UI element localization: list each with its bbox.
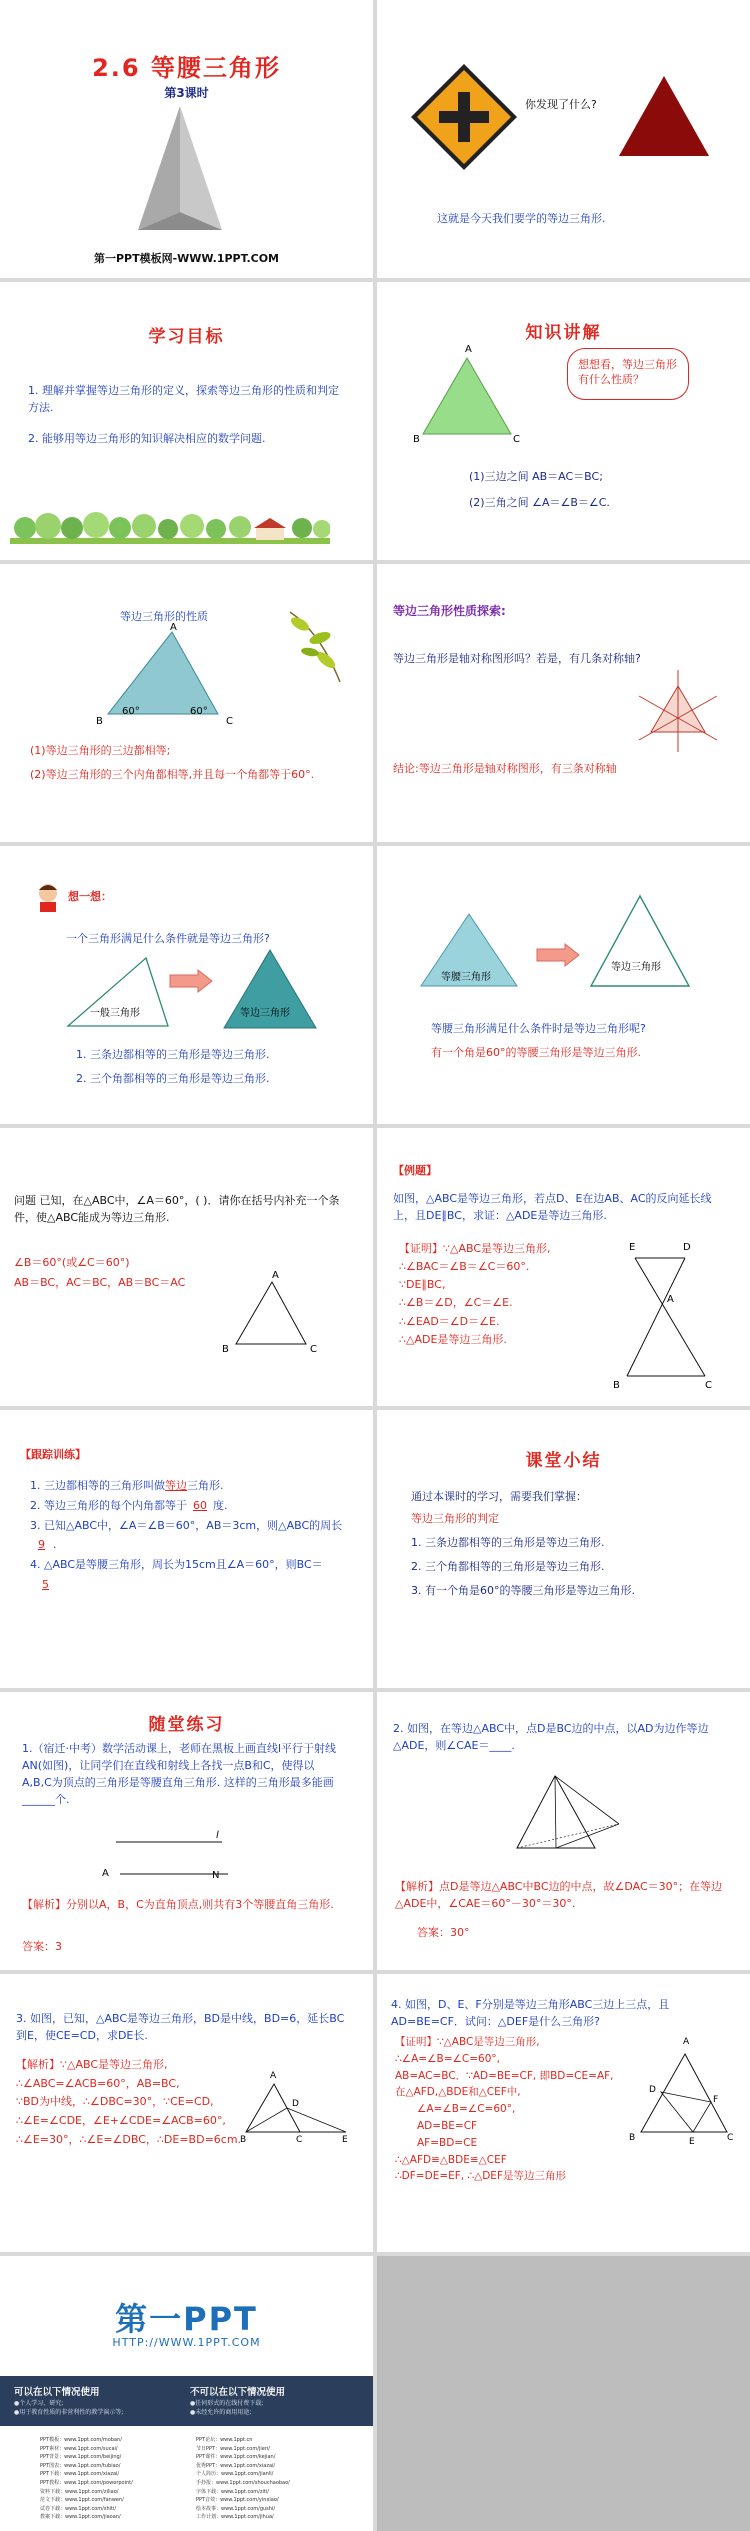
explore-question: 等边三角形是轴对称图形吗？若是，有几条对称轴? bbox=[393, 652, 641, 665]
knowledge-heading: 知识讲解 bbox=[525, 323, 602, 343]
label-b: B bbox=[222, 1344, 229, 1355]
goals-heading: 学习目标 bbox=[148, 327, 225, 347]
link[interactable]: 个人简历：www.1ppt.com/jianli/ bbox=[196, 2471, 274, 2478]
slide-12[interactable] bbox=[377, 1410, 750, 1688]
equilateral-triangle-figure bbox=[585, 892, 695, 992]
can-use-2: ●用于教育性质的非营利性的教学演示等; bbox=[14, 2409, 124, 2416]
slide-8[interactable] bbox=[377, 846, 750, 1124]
link[interactable]: 节日PPT：www.1ppt.com/jieri/ bbox=[196, 2445, 270, 2452]
link[interactable]: PPT素材：www.1ppt.com/sucai/ bbox=[40, 2445, 118, 2452]
link[interactable]: PPT教程：www.1ppt.com/powerpoint/ bbox=[40, 2479, 133, 2486]
link[interactable]: PPT论坛：www.1ppt.cn bbox=[196, 2437, 253, 2443]
proof-block bbox=[395, 2034, 635, 2185]
equilateral-label: 等边三角形 bbox=[240, 1008, 290, 1019]
brand-logo: 第一PPT bbox=[115, 2300, 258, 2338]
property-line-1: (1)三边之间 AB＝AC＝BC; bbox=[469, 470, 603, 483]
cannot-use-title: 不可以在以下情况使用 bbox=[190, 2387, 286, 2398]
answer-line-1: ∠B＝60°(或∠C＝60°) bbox=[14, 1256, 130, 1269]
slide-11[interactable] bbox=[0, 1410, 373, 1688]
label-n: N bbox=[212, 1870, 220, 1881]
proof-line: ∴△AFD≌△BDE≌△CEF bbox=[395, 2153, 507, 2166]
link[interactable]: PPT音效：www.1ppt.com/yinxiao/ bbox=[196, 2497, 279, 2504]
label-c: C bbox=[705, 1380, 712, 1391]
empty-slot bbox=[377, 2256, 750, 2531]
solution-line: 【解析】∵△ABC是等边三角形, bbox=[16, 2058, 168, 2071]
exercise-analysis: 【解析】分别以A，B，C为直角顶点,则共有3个等腰直角三角形. bbox=[22, 1898, 334, 1911]
example-problem: 如图，△ABC是等边三角形，若点D、E在边AB、AC的反向延长线上，且DE∥BC，求证：△ADE是等边三角形. bbox=[393, 1192, 712, 1223]
link[interactable]: 字体下载：www.1ppt.com/ziti/ bbox=[196, 2488, 269, 2495]
condition-item-1: 1. 三条边都相等的三角形是等边三角形. bbox=[76, 1048, 270, 1061]
trees-decoration bbox=[10, 504, 330, 544]
solution-line: ∴∠ABC=∠ACB=60°，AB=BC, bbox=[16, 2076, 180, 2090]
student-avatar bbox=[34, 882, 62, 912]
link[interactable]: PPT下载：www.1ppt.com/xiazai/ bbox=[40, 2471, 120, 2478]
label-a: A bbox=[272, 1270, 279, 1281]
practice-list bbox=[30, 1476, 350, 1595]
thought-bubble bbox=[567, 348, 689, 400]
think-label: 想一想： bbox=[68, 890, 112, 903]
link[interactable]: 试卷下载：www.1ppt.com/shiti/ bbox=[40, 2505, 117, 2512]
link[interactable]: PPT模板：www.1ppt.com/moban/ bbox=[40, 2437, 122, 2443]
logo-area bbox=[0, 2256, 373, 2376]
practice-item-3: 3. 已知△ABC中，∠A＝∠B＝60°，AB＝3cm，则△ABC的周长9 . bbox=[30, 1518, 343, 1552]
label-b: B bbox=[413, 434, 420, 445]
links-area bbox=[0, 2426, 373, 2531]
label-c: C bbox=[226, 716, 233, 727]
answer-blank: 5 bbox=[42, 1577, 49, 1591]
label-a: A bbox=[667, 1294, 674, 1305]
practice-item-1: 1. 三边都相等的三角形叫做等边三角形. bbox=[30, 1479, 224, 1492]
label-a: A bbox=[170, 622, 177, 633]
proof-line: AF=BD=CE bbox=[417, 2136, 478, 2149]
link[interactable]: 资料下载：www.1ppt.com/ziliao/ bbox=[40, 2488, 119, 2495]
proof-line: ∴DF=DE=EF, ∴△DEF是等边三角形 bbox=[395, 2170, 566, 2183]
summary-item-1: 1. 三条边都相等的三角形是等边三角形. bbox=[411, 1536, 605, 1549]
label-e: E bbox=[342, 2135, 348, 2145]
label-l: l bbox=[216, 1830, 219, 1841]
label-e: E bbox=[629, 1242, 636, 1253]
leaves-decoration bbox=[280, 602, 350, 692]
slide-17[interactable] bbox=[0, 2256, 373, 2531]
link[interactable]: 范文下载：www.1ppt.com/fanwen/ bbox=[40, 2497, 124, 2504]
problem-text: 问题 已知，在△ABC中，∠A＝60°，( )．请你在括号内补充一个条件，使△ABC能成为等边三角形. bbox=[14, 1194, 340, 1225]
label-c: C bbox=[310, 1344, 317, 1355]
label-a: A bbox=[465, 344, 472, 355]
proof-line: 在△AFD,△BDE和△CEF中, bbox=[395, 2086, 521, 2099]
symmetry-axes-figure bbox=[633, 666, 723, 756]
proof-line: ∠A=∠B=∠C=60°, bbox=[417, 2103, 516, 2116]
label-b: B bbox=[96, 716, 103, 727]
goal-item-2: 2. 能够用等边三角形的知识解决相应的数学问题. bbox=[28, 432, 266, 445]
slide-3[interactable] bbox=[0, 282, 373, 560]
lesson-subtitle: 第3课时 bbox=[164, 86, 209, 100]
label-e: E bbox=[689, 2137, 695, 2147]
proof-line: AB=AC=BC．∵AD=BE=CF, 即BD=CE=AF, bbox=[395, 2069, 614, 2082]
label-d: D bbox=[649, 2085, 656, 2095]
exercise-analysis: 【解析】点D是等边△ABC中BC边的中点，故∠DAC＝30°；在等边△ADE中，∠CAE＝60°－30°＝30°. bbox=[395, 1880, 723, 1911]
label-c: C bbox=[513, 434, 520, 445]
triangle-abc-figure bbox=[226, 1274, 316, 1354]
blue-triangle-figure bbox=[94, 624, 234, 724]
answer-line-2: AB＝BC，AC＝BC，AB＝BC＝AC bbox=[14, 1276, 186, 1289]
link[interactable]: PPT图表：www.1ppt.com/tubiao/ bbox=[40, 2462, 121, 2469]
exercise-heading: 随堂练习 bbox=[148, 1715, 225, 1735]
angle-c-label: 60° bbox=[190, 706, 208, 717]
angle-b-label: 60° bbox=[122, 706, 140, 717]
exercise-answer: 答案：30° bbox=[417, 1926, 470, 1939]
label-a: A bbox=[270, 2071, 277, 2081]
license-panel bbox=[0, 2376, 373, 2531]
link[interactable]: 优秀PPT：www.1ppt.com/xiazai/ bbox=[196, 2462, 276, 2469]
summary-item-2: 2. 三个角都相等的三角形是等边三角形. bbox=[411, 1560, 605, 1573]
summary-sub: 等边三角形的判定 bbox=[411, 1512, 499, 1525]
solution-line: ∴∠E=∠CDE，∠E+∠CDE=∠ACB=60°, bbox=[16, 2114, 226, 2128]
proof-line: ∴∠BAC＝∠B＝∠C＝60°. bbox=[399, 1260, 530, 1274]
slide-14[interactable] bbox=[377, 1692, 750, 1970]
link[interactable]: PPT背景：www.1ppt.com/beijing/ bbox=[40, 2454, 122, 2461]
exercise-answer: 答案：3 bbox=[22, 1940, 62, 1953]
template-caption: 第一PPT模板网-WWW.1PPT.COM bbox=[93, 252, 280, 265]
property-line-2: (2)三角之间 ∠A＝∠B＝∠C. bbox=[469, 496, 610, 509]
slide-2[interactable] bbox=[377, 0, 750, 278]
label-b: B bbox=[629, 2133, 636, 2143]
proof-line: ∴∠B＝∠D，∠C＝∠E. bbox=[399, 1296, 513, 1310]
question-text: 你发现了什么? bbox=[525, 98, 597, 111]
line-ray-figure bbox=[110, 1830, 240, 1886]
goal-item-1: 1. 理解并掌握等边三角形的定义，探索等边三角形的性质和判定方法. bbox=[28, 384, 339, 415]
practice-tag: 【跟踪训练】 bbox=[20, 1448, 86, 1461]
explore-conclusion: 结论:等边三角形是轴对称图形，有三条对称轴 bbox=[393, 762, 617, 775]
cannot-use-2: ●未经允许的商用用途; bbox=[190, 2409, 252, 2416]
link[interactable]: 工作计划：www.1ppt.com/jihua/ bbox=[196, 2514, 274, 2521]
solution-line: ∵BD为中线，∴∠DBC=30°，∵CE=CD, bbox=[16, 2095, 214, 2109]
slide-10[interactable] bbox=[377, 1128, 750, 1406]
label-b: B bbox=[240, 2135, 247, 2145]
explore-heading: 等边三角形性质探索: bbox=[393, 604, 506, 618]
proof-line: ∴△ADE是等边三角形. bbox=[399, 1332, 507, 1346]
pyramid-image bbox=[130, 100, 230, 238]
arrow-right-icon bbox=[535, 942, 581, 968]
links-right bbox=[196, 2436, 290, 2522]
label-c: C bbox=[727, 2133, 734, 2143]
proof-line: AD=BE=CF bbox=[417, 2119, 478, 2132]
example-tag: 【例题】 bbox=[393, 1164, 437, 1177]
property-line-1: (1)等边三角形的三边都相等; bbox=[30, 744, 171, 757]
brand-url: HTTP://WWW.1PPT.COM bbox=[112, 2336, 261, 2349]
condition-question: 等腰三角形满足什么条件时是等边三角形呢? bbox=[431, 1022, 646, 1035]
can-use-title: 可以在以下情况使用 bbox=[14, 2387, 100, 2398]
traffic-sign-image bbox=[409, 62, 519, 172]
red-triangle-image bbox=[615, 72, 713, 160]
cannot-use-1: ●任何形式的在线付费下载; bbox=[190, 2400, 264, 2407]
statement-text: 这就是今天我们要学的等边三角形. bbox=[437, 212, 606, 225]
exercise-problem: 2. 如图，在等边△ABC中，点D是BC边的中点，以AD为边作等边△ADE，则∠CAE＝____. bbox=[393, 1722, 709, 1753]
properties-heading: 等边三角形的性质 bbox=[120, 610, 208, 623]
summary-intro: 通过本课时的学习，需要我们掌握： bbox=[411, 1490, 587, 1503]
equilateral-label: 等边三角形 bbox=[611, 962, 661, 973]
condition-question: 一个三角形满足什么条件就是等边三角形? bbox=[66, 932, 270, 945]
general-triangle-label: 一般三角形 bbox=[90, 1008, 140, 1019]
solution-line: ∴∠E=30°，∴∠E=∠DBC，∴DE=BD=6cm. bbox=[16, 2132, 242, 2146]
slide-4[interactable] bbox=[377, 282, 750, 560]
adae-figure bbox=[511, 1770, 627, 1858]
proof-line: 【证明】∵△ABC是等边三角形, bbox=[395, 2036, 540, 2048]
label-d: D bbox=[292, 2099, 299, 2109]
exercise-problem: 1.（宿迁·中考）数学活动课上，老师在黑板上画直线l平行于射线AN(如图)，让同学们在直线和射线上各找一点B和C，使得以A,B,C为顶点的三角形是等腰直角三角形. 这样的三角形最多能画______个. bbox=[22, 1742, 337, 1807]
label-b: B bbox=[613, 1380, 620, 1391]
label-f: F bbox=[713, 2095, 719, 2105]
slide-16[interactable] bbox=[377, 1974, 750, 2252]
slide-1[interactable] bbox=[0, 0, 373, 278]
proof-line: 【证明】∵△ABC是等边三角形, bbox=[399, 1242, 551, 1255]
def-figure bbox=[627, 2046, 737, 2146]
link[interactable]: PPT课件：www.1ppt.com/kejian/ bbox=[196, 2454, 276, 2461]
practice-item-2: 2. 等边三角形的每个内角都等于 60 度. bbox=[30, 1498, 228, 1512]
answer-blank: 9 bbox=[38, 1538, 45, 1552]
summary-heading: 课堂小结 bbox=[525, 1451, 602, 1471]
proof-line: ∴∠A=∠B=∠C=60°, bbox=[395, 2052, 500, 2065]
proof-block bbox=[399, 1240, 619, 1349]
exercise-problem: 4. 如图，D、E、F分别是等边三角形ABC三边上三点，且AD=BE=CF．试问：△DEF是什么三角形? bbox=[391, 1998, 670, 2029]
label-a: A bbox=[683, 2037, 690, 2047]
property-line-2: (2)等边三角形的三个内角都相等,并且每一个角都等于60°. bbox=[30, 768, 315, 781]
lesson-title: 2.6 等腰三角形 bbox=[92, 54, 281, 82]
link[interactable]: 教案下载：www.1ppt.com/jiaoan/ bbox=[40, 2514, 121, 2521]
answer-blank: 等边 bbox=[165, 1479, 187, 1492]
link[interactable]: 手抄报：www.1ppt.com/shouchaobao/ bbox=[196, 2479, 290, 2486]
proof-line: ∵DE∥BC, bbox=[399, 1278, 446, 1292]
answer-blank: 60 bbox=[193, 1498, 207, 1512]
example-figure bbox=[613, 1248, 723, 1388]
condition-item-2: 2. 三个角都相等的三角形是等边三角形. bbox=[76, 1072, 270, 1085]
condition-answer: 有一个角是60°的等腰三角形是等边三角形. bbox=[431, 1046, 641, 1059]
link[interactable]: 绘本故事：www.1ppt.com/gushi/ bbox=[196, 2505, 276, 2512]
slide-13[interactable] bbox=[0, 1692, 373, 1970]
proof-line: ∴∠EAD＝∠D＝∠E. bbox=[399, 1314, 500, 1328]
slide-5[interactable] bbox=[0, 564, 373, 842]
can-use-1: ●个人学习、研究; bbox=[14, 2400, 64, 2407]
arrow-right-icon bbox=[168, 968, 214, 994]
slide-6[interactable] bbox=[377, 564, 750, 842]
green-triangle-figure bbox=[407, 344, 527, 444]
practice-item-4: 4. △ABC是等腰三角形，周长为15cm且∠A＝60°，则BC＝5 bbox=[30, 1558, 323, 1591]
exercise-problem: 3. 如图，已知，△ABC是等边三角形，BD是中线，BD=6，延长BC到E，使CE=CD，求DE长. bbox=[16, 2012, 345, 2043]
label-c: C bbox=[296, 2135, 303, 2145]
label-a: A bbox=[102, 1868, 109, 1879]
label-d: D bbox=[683, 1242, 691, 1253]
slide-7[interactable] bbox=[0, 846, 373, 1124]
summary-item-3: 3. 有一个角是60°的等腰三角形是等边三角形. bbox=[411, 1584, 635, 1597]
bubble-text: 想想看，等边三角形有什么性质？ bbox=[578, 358, 677, 387]
isosceles-label: 等腰三角形 bbox=[441, 972, 491, 983]
slide-15[interactable] bbox=[0, 1974, 373, 2252]
solution-block bbox=[16, 2056, 246, 2149]
links-left bbox=[40, 2436, 133, 2522]
slide-9[interactable] bbox=[0, 1128, 373, 1406]
